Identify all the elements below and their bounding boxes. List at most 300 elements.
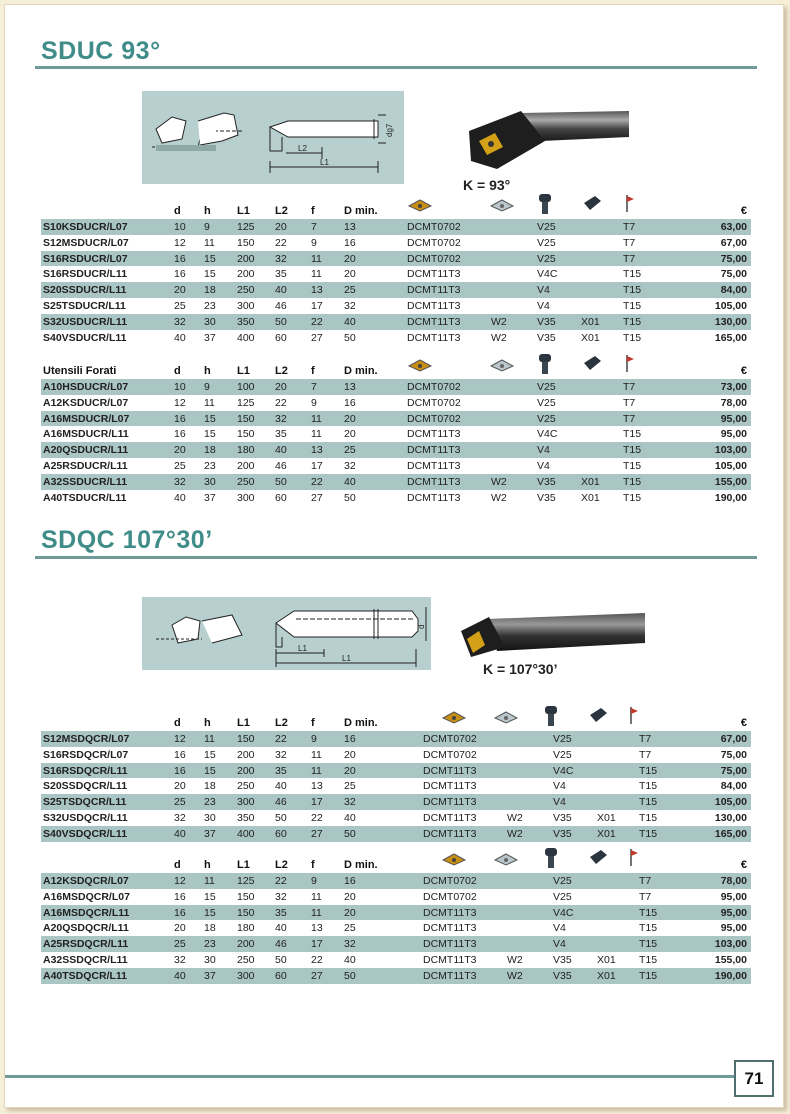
table-row <box>41 474 751 490</box>
row-code: A25RSDQCR/L11 <box>43 938 129 951</box>
row-dmin: 32 <box>344 299 356 312</box>
row-key: T7 <box>623 221 636 233</box>
row-l2: 32 <box>275 890 287 903</box>
row-l1: 250 <box>237 284 255 297</box>
col-dmin: D min. <box>344 859 378 871</box>
row-key: T7 <box>639 890 652 903</box>
row-h: 15 <box>204 268 216 281</box>
row-key: T15 <box>639 827 658 840</box>
row-code: S20SSDUCR/L11 <box>43 284 127 297</box>
row-price: 84,00 <box>720 780 747 793</box>
row-screw: V4 <box>553 796 566 809</box>
section-rule <box>35 66 757 69</box>
row-h: 30 <box>204 811 216 824</box>
row-d: 10 <box>174 221 186 233</box>
row-screw: V25 <box>537 412 556 425</box>
row-screw: V25 <box>537 396 556 409</box>
row-screw: V35 <box>537 475 556 488</box>
row-screw: V4 <box>537 284 550 297</box>
row-insert: DCMT11T3 <box>423 906 477 919</box>
row-l1: 100 <box>237 381 255 393</box>
row-clamp: X01 <box>581 331 600 344</box>
row-f: 9 <box>311 733 317 745</box>
row-code: A20QSDQCR/L11 <box>43 922 129 935</box>
row-code: A16MSDQCR/L11 <box>43 906 130 919</box>
row-price: 75,00 <box>720 268 747 281</box>
row-h: 23 <box>204 299 216 312</box>
row-h: 15 <box>204 764 216 777</box>
col-price: € <box>740 365 747 377</box>
row-price: 95,00 <box>720 890 747 903</box>
table-row <box>41 282 751 298</box>
row-code: S32USDQCR/L11 <box>43 811 128 824</box>
row-insert: DCMT0702 <box>407 396 461 409</box>
col-l2: L2 <box>275 365 288 377</box>
col-dmin: D min. <box>344 365 378 377</box>
row-code: A32SSDUCR/L11 <box>43 475 128 488</box>
row-d: 32 <box>174 811 186 824</box>
row-l1: 150 <box>237 428 255 441</box>
footer-rule <box>5 1075 734 1078</box>
row-dmin: 20 <box>344 268 356 281</box>
row-key: T7 <box>623 381 636 393</box>
row-h: 18 <box>204 922 216 935</box>
screw-icon <box>543 847 559 872</box>
row-screw: V4 <box>553 780 566 793</box>
row-screw: V35 <box>553 969 572 982</box>
row-l1: 300 <box>237 796 255 809</box>
row-f: 13 <box>311 284 323 297</box>
row-d: 16 <box>174 890 186 903</box>
row-f: 7 <box>311 221 317 233</box>
col-code: Utensili Forati <box>43 365 117 377</box>
row-code: S16RSDUCR/L11 <box>43 268 128 281</box>
row-clamp: X01 <box>597 953 616 966</box>
row-insert: DCMT11T3 <box>423 922 477 935</box>
row-insert: DCMT11T3 <box>407 299 461 312</box>
col-l1: L1 <box>237 205 250 217</box>
row-d: 40 <box>174 491 186 504</box>
row-h: 37 <box>204 969 216 982</box>
row-key: T15 <box>623 428 642 441</box>
row-dmin: 50 <box>344 969 356 982</box>
row-l2: 32 <box>275 748 287 761</box>
row-l1: 200 <box>237 764 255 777</box>
row-key: T15 <box>623 268 642 281</box>
row-price: 75,00 <box>720 252 747 265</box>
row-screw: V4 <box>537 459 550 472</box>
row-dmin: 16 <box>344 875 356 887</box>
row-f: 9 <box>311 875 317 887</box>
row-l1: 250 <box>237 953 255 966</box>
row-shim: W2 <box>491 475 507 488</box>
row-l2: 35 <box>275 268 287 281</box>
row-dmin: 20 <box>344 252 356 265</box>
row-l2: 46 <box>275 796 287 809</box>
row-code: A40TSDUCR/L11 <box>43 491 127 504</box>
row-f: 11 <box>311 412 322 425</box>
row-price: 105,00 <box>714 796 747 809</box>
row-l1: 350 <box>237 315 255 328</box>
insert-icon <box>407 355 433 376</box>
row-code: A25RSDUCR/L11 <box>43 459 128 472</box>
row-code: S32USDUCR/L11 <box>43 315 128 328</box>
row-h: 11 <box>204 875 215 887</box>
row-l2: 50 <box>275 811 287 824</box>
row-h: 18 <box>204 284 216 297</box>
shim-icon <box>493 707 519 728</box>
row-f: 11 <box>311 906 322 919</box>
row-insert: DCMT11T3 <box>423 969 477 982</box>
row-d: 16 <box>174 428 186 441</box>
row-l2: 22 <box>275 236 287 249</box>
col-f: f <box>311 717 315 729</box>
catalog-page <box>4 4 784 1108</box>
row-l2: 22 <box>275 733 287 745</box>
table-row <box>41 314 751 330</box>
table-row <box>41 873 751 889</box>
row-shim: W2 <box>491 315 507 328</box>
row-d: 40 <box>174 331 186 344</box>
row-l2: 20 <box>275 381 287 393</box>
row-code: A10HSDUCR/L07 <box>43 381 129 393</box>
row-f: 11 <box>311 252 322 265</box>
row-screw: V35 <box>553 811 572 824</box>
row-clamp: X01 <box>597 969 616 982</box>
row-key: T15 <box>639 969 658 982</box>
row-screw: V4C <box>537 428 558 441</box>
row-screw: V4 <box>553 938 566 951</box>
row-d: 16 <box>174 252 186 265</box>
row-key: T15 <box>639 764 658 777</box>
table-sduc-solid <box>41 201 751 345</box>
row-f: 17 <box>311 796 323 809</box>
row-d: 40 <box>174 969 186 982</box>
row-price: 75,00 <box>720 748 747 761</box>
row-screw: V25 <box>537 252 556 265</box>
row-insert: DCMT11T3 <box>423 764 477 777</box>
row-price: 95,00 <box>720 922 747 935</box>
row-price: 103,00 <box>714 938 747 951</box>
row-dmin: 13 <box>344 381 356 393</box>
row-screw: V25 <box>553 733 572 745</box>
row-code: S25TSDQCR/L11 <box>43 796 127 809</box>
col-d: d <box>174 365 181 377</box>
table-sduc-forati <box>41 361 751 505</box>
row-screw: V35 <box>537 491 556 504</box>
row-screw: V4C <box>553 764 574 777</box>
row-dmin: 50 <box>344 491 356 504</box>
row-h: 15 <box>204 412 216 425</box>
row-d: 20 <box>174 284 186 297</box>
diagram-label-dg7: dg7 <box>385 123 394 137</box>
row-key: T15 <box>623 444 642 457</box>
shim-icon <box>493 849 519 870</box>
row-code: S40VSDQCR/L11 <box>43 827 128 840</box>
row-f: 17 <box>311 938 323 951</box>
row-insert: DCMT11T3 <box>423 938 477 951</box>
row-screw: V25 <box>537 381 556 393</box>
row-l2: 60 <box>275 969 287 982</box>
row-l1: 125 <box>237 221 255 233</box>
table-row <box>41 330 751 346</box>
tool-diagram-sduc <box>142 91 404 184</box>
row-h: 9 <box>204 221 210 233</box>
row-key: T15 <box>639 953 658 966</box>
tool-diagram-sdqc <box>142 597 431 670</box>
row-h: 11 <box>204 396 215 409</box>
row-code: A40TSDQCR/L11 <box>43 969 128 982</box>
row-f: 13 <box>311 780 323 793</box>
row-insert: DCMT0702 <box>423 890 477 903</box>
row-l2: 60 <box>275 331 287 344</box>
col-d: d <box>174 859 181 871</box>
row-h: 18 <box>204 780 216 793</box>
table-header <box>41 713 751 731</box>
row-f: 27 <box>311 331 323 344</box>
col-f: f <box>311 859 315 871</box>
row-d: 16 <box>174 412 186 425</box>
row-screw: V25 <box>553 875 572 887</box>
row-price: 73,00 <box>720 381 747 393</box>
k-angle-label: K = 93° <box>463 177 511 193</box>
table-sdqc-forati <box>41 855 751 984</box>
row-dmin: 16 <box>344 396 356 409</box>
row-key: T7 <box>639 733 652 745</box>
row-shim: W2 <box>507 827 523 840</box>
row-l2: 40 <box>275 780 287 793</box>
row-l2: 35 <box>275 906 287 919</box>
row-insert: DCMT0702 <box>407 412 461 425</box>
row-l1: 150 <box>237 890 255 903</box>
row-code: S40VSDUCR/L11 <box>43 331 127 344</box>
row-dmin: 50 <box>344 827 356 840</box>
diagram-label-l1: L1 <box>320 158 329 167</box>
row-screw: V4C <box>553 906 574 919</box>
row-f: 11 <box>311 748 322 761</box>
table-row <box>41 411 751 427</box>
col-price: € <box>740 717 747 729</box>
row-code: S20SSDQCR/L11 <box>43 780 128 793</box>
row-key: T7 <box>639 748 652 761</box>
row-dmin: 20 <box>344 412 356 425</box>
table-body <box>41 873 751 984</box>
row-f: 22 <box>311 475 323 488</box>
row-d: 20 <box>174 780 186 793</box>
row-insert: DCMT11T3 <box>407 491 461 504</box>
row-key: T15 <box>639 780 658 793</box>
row-key: T15 <box>623 491 642 504</box>
row-l1: 300 <box>237 299 255 312</box>
row-code: A16MSDQCR/L07 <box>43 890 130 903</box>
row-price: 78,00 <box>720 875 747 887</box>
row-l2: 40 <box>275 284 287 297</box>
row-shim: W2 <box>507 811 523 824</box>
row-price: 95,00 <box>720 428 747 441</box>
row-insert: DCMT0702 <box>423 875 477 887</box>
row-screw: V4 <box>537 299 550 312</box>
row-d: 25 <box>174 938 186 951</box>
row-price: 78,00 <box>720 396 747 409</box>
table-row <box>41 426 751 442</box>
row-key: T7 <box>639 875 652 887</box>
shim-icon <box>489 355 515 376</box>
row-key: T15 <box>639 906 658 919</box>
row-screw: V25 <box>553 890 572 903</box>
row-shim: W2 <box>491 331 507 344</box>
shim-icon <box>489 195 515 216</box>
clamp-icon <box>581 353 603 376</box>
table-row <box>41 920 751 936</box>
row-insert: DCMT11T3 <box>423 780 477 793</box>
row-f: 9 <box>311 396 317 409</box>
row-l2: 35 <box>275 428 287 441</box>
k-angle-label: K = 107°30’ <box>483 661 558 677</box>
row-price: 130,00 <box>714 315 747 328</box>
row-insert: DCMT11T3 <box>407 331 461 344</box>
row-d: 16 <box>174 268 186 281</box>
row-dmin: 25 <box>344 444 356 457</box>
row-screw: V35 <box>553 953 572 966</box>
tool-photo-sdqc <box>457 609 647 659</box>
row-d: 32 <box>174 315 186 328</box>
screw-icon <box>537 353 553 378</box>
table-row <box>41 810 751 826</box>
row-l1: 150 <box>237 906 255 919</box>
row-insert: DCMT0702 <box>407 236 461 249</box>
row-d: 12 <box>174 396 186 409</box>
table-sdqc-solid <box>41 713 751 842</box>
row-price: 165,00 <box>714 827 747 840</box>
row-h: 15 <box>204 890 216 903</box>
row-screw: V35 <box>537 331 556 344</box>
row-key: T15 <box>639 811 658 824</box>
row-l2: 50 <box>275 315 287 328</box>
table-row <box>41 747 751 763</box>
row-insert: DCMT0702 <box>407 221 461 233</box>
row-dmin: 40 <box>344 953 356 966</box>
row-key: T7 <box>623 396 636 409</box>
table-row <box>41 442 751 458</box>
table-row <box>41 490 751 506</box>
row-key: T15 <box>623 299 642 312</box>
row-code: A12KSDQCR/L07 <box>43 875 129 887</box>
row-price: 130,00 <box>714 811 747 824</box>
row-screw: V4 <box>553 922 566 935</box>
row-f: 13 <box>311 922 323 935</box>
row-price: 75,00 <box>720 764 747 777</box>
col-h: h <box>204 859 211 871</box>
row-insert: DCMT0702 <box>407 381 461 393</box>
col-h: h <box>204 205 211 217</box>
row-code: S16RSDQCR/L11 <box>43 764 128 777</box>
row-l1: 200 <box>237 268 255 281</box>
row-price: 63,00 <box>720 221 747 233</box>
row-code: S12MSDUCR/L07 <box>43 236 129 249</box>
row-dmin: 20 <box>344 748 356 761</box>
row-price: 155,00 <box>714 475 747 488</box>
row-screw: V25 <box>553 748 572 761</box>
row-d: 25 <box>174 796 186 809</box>
row-insert: DCMT11T3 <box>407 444 461 457</box>
screw-icon <box>543 705 559 730</box>
row-h: 15 <box>204 748 216 761</box>
row-l1: 125 <box>237 875 255 887</box>
row-f: 22 <box>311 315 323 328</box>
table-row <box>41 936 751 952</box>
col-l1: L1 <box>237 859 250 871</box>
row-key: T15 <box>639 922 658 935</box>
row-insert: DCMT11T3 <box>423 827 477 840</box>
row-dmin: 32 <box>344 938 356 951</box>
table-row <box>41 219 751 235</box>
row-l1: 150 <box>237 236 255 249</box>
row-l1: 300 <box>237 969 255 982</box>
col-l1: L1 <box>237 717 250 729</box>
row-l1: 200 <box>237 459 255 472</box>
row-l1: 200 <box>237 938 255 951</box>
col-h: h <box>204 365 211 377</box>
row-l1: 350 <box>237 811 255 824</box>
col-f: f <box>311 205 315 217</box>
row-d: 25 <box>174 299 186 312</box>
row-l2: 40 <box>275 444 287 457</box>
row-d: 20 <box>174 922 186 935</box>
row-l2: 46 <box>275 299 287 312</box>
row-f: 22 <box>311 811 323 824</box>
row-h: 23 <box>204 796 216 809</box>
row-l1: 150 <box>237 733 255 745</box>
row-l1: 400 <box>237 827 255 840</box>
table-header <box>41 201 751 219</box>
row-code: A16MSDUCR/L11 <box>43 428 129 441</box>
diagram-label-l1: L1 <box>342 654 351 663</box>
row-insert: DCMT11T3 <box>423 953 477 966</box>
row-clamp: X01 <box>597 827 616 840</box>
row-l2: 60 <box>275 491 287 504</box>
row-price: 165,00 <box>714 331 747 344</box>
screw-icon <box>537 193 553 218</box>
row-key: T7 <box>623 412 636 425</box>
tool-photo-sduc <box>461 103 631 173</box>
key-icon <box>623 353 637 376</box>
row-h: 37 <box>204 827 216 840</box>
table-row <box>41 395 751 411</box>
row-d: 20 <box>174 444 186 457</box>
col-d: d <box>174 205 181 217</box>
table-row <box>41 251 751 267</box>
col-f: f <box>311 365 315 377</box>
row-f: 13 <box>311 444 323 457</box>
row-dmin: 20 <box>344 906 356 919</box>
row-screw: V35 <box>537 315 556 328</box>
row-h: 23 <box>204 459 216 472</box>
row-d: 16 <box>174 906 186 919</box>
row-d: 12 <box>174 236 186 249</box>
row-insert: DCMT0702 <box>407 252 461 265</box>
row-clamp: X01 <box>581 491 600 504</box>
row-dmin: 40 <box>344 315 356 328</box>
row-insert: DCMT11T3 <box>407 459 461 472</box>
row-screw: V35 <box>553 827 572 840</box>
row-h: 11 <box>204 236 215 249</box>
row-d: 10 <box>174 381 186 393</box>
row-f: 27 <box>311 969 323 982</box>
diagram-label-l2: L2 <box>298 144 307 153</box>
row-h: 37 <box>204 491 216 504</box>
row-insert: DCMT11T3 <box>423 796 477 809</box>
row-dmin: 16 <box>344 733 356 745</box>
